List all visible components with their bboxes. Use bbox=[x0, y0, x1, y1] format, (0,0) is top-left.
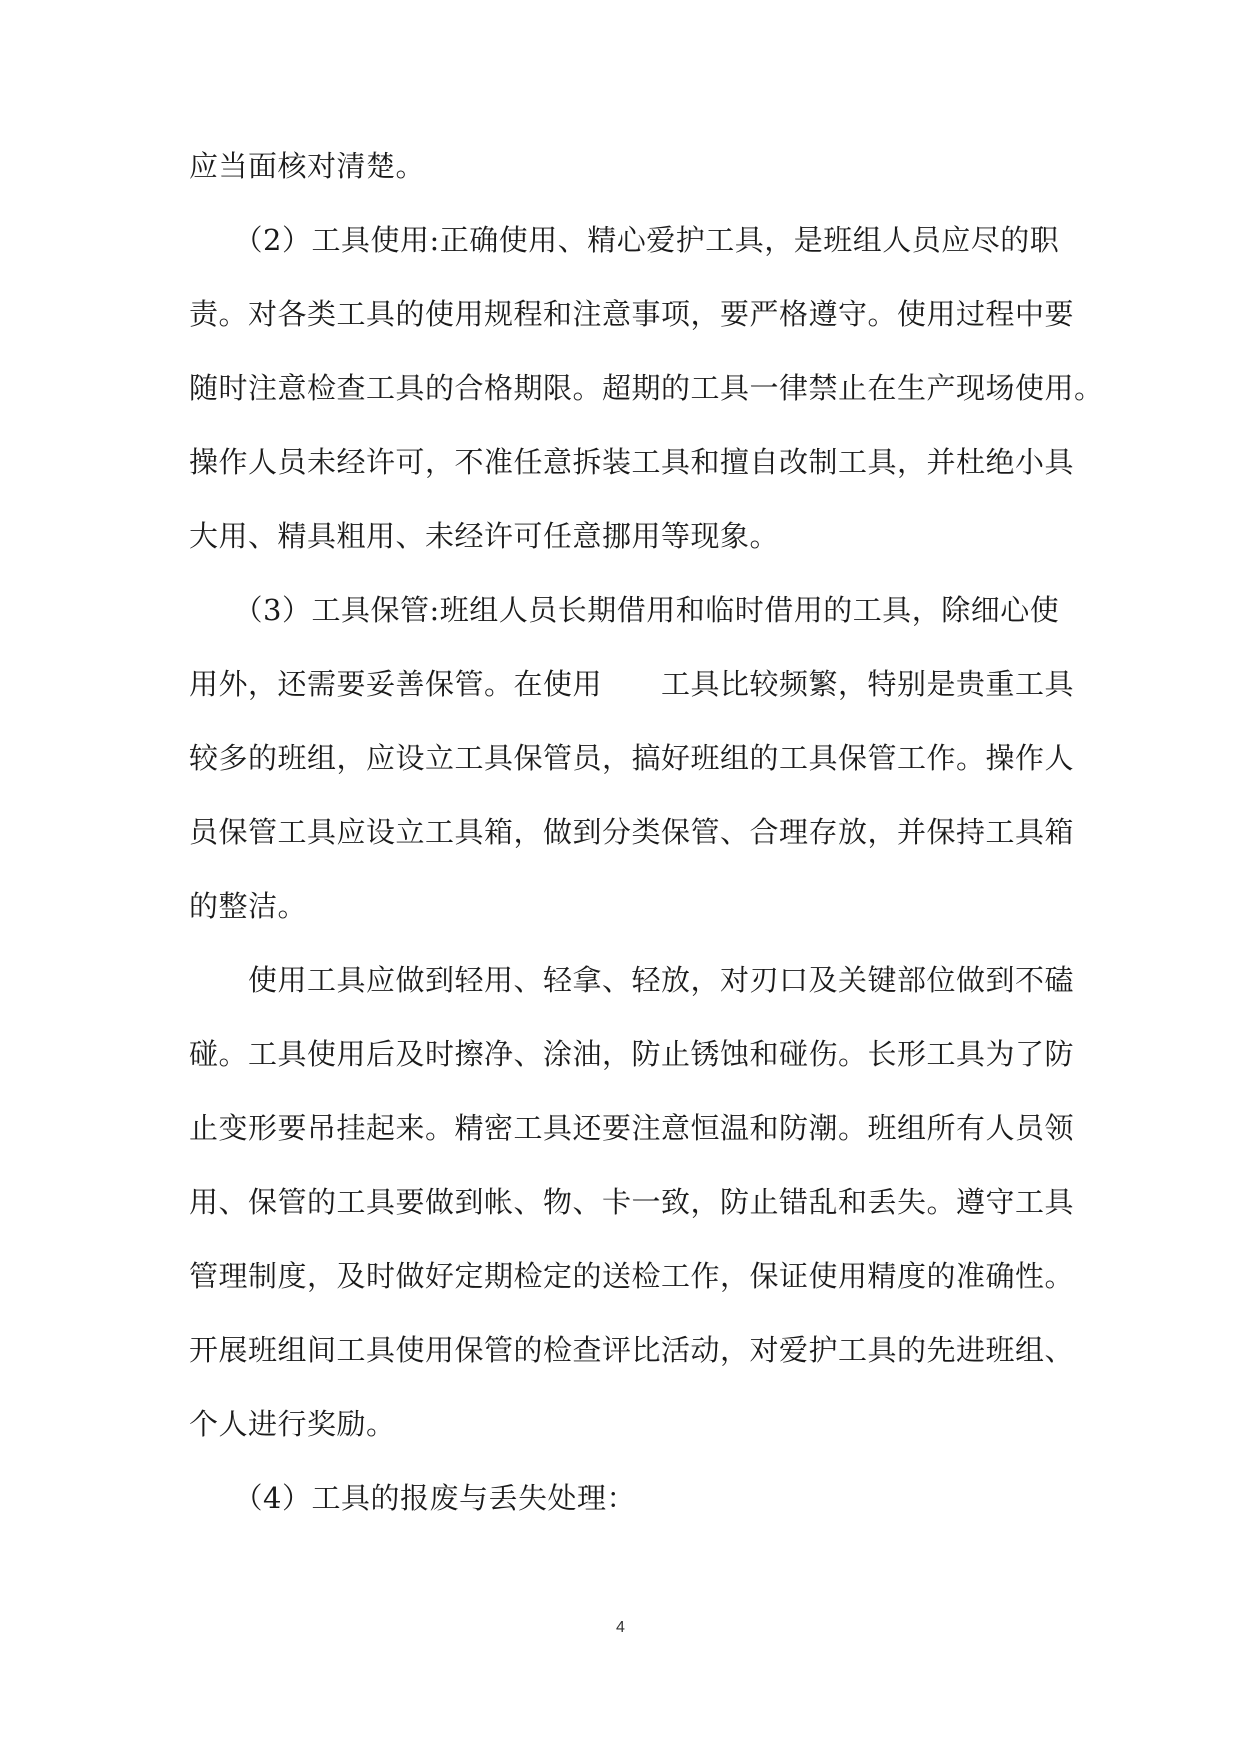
text-line: 较多的班组，应设立工具保管员，搞好班组的工具保管工作。操作人 bbox=[189, 741, 1075, 775]
text-line: 用外，还需要妥善保管。在使用 工具比较频繁，特别是贵重工具 bbox=[189, 667, 1075, 701]
text-line: （2）工具使用:正确使用、精心爱护工具，是班组人员应尽的职 bbox=[189, 223, 1060, 257]
text-line: 应当面核对清楚。 bbox=[189, 149, 426, 183]
text-line: 用、保管的工具要做到帐、物、卡一致，防止错乱和丢失。遵守工具 bbox=[189, 1185, 1075, 1219]
text-line: 管理制度，及时做好定期检定的送检工作，保证使用精度的准确性。 bbox=[189, 1259, 1075, 1293]
text-line: 开展班组间工具使用保管的检查评比活动，对爱护工具的先进班组、 bbox=[189, 1333, 1075, 1367]
page-number: 4 bbox=[616, 1619, 625, 1636]
text-line: 随时注意检查工具的合格期限。超期的工具一律禁止在生产现场使用。 bbox=[189, 371, 1104, 405]
text-line: 使用工具应做到轻用、轻拿、轻放，对刃口及关键部位做到不磕 bbox=[189, 963, 1075, 997]
text-line: 员保管工具应设立工具箱，做到分类保管、合理存放，并保持工具箱 bbox=[189, 815, 1075, 849]
text-line: 碰。工具使用后及时擦净、涂油，防止锈蚀和碰伤。长形工具为了防 bbox=[189, 1037, 1075, 1071]
text-line: （4）工具的报废与丢失处理： bbox=[189, 1481, 636, 1515]
text-line: （3）工具保管:班组人员长期借用和临时借用的工具，除细心使 bbox=[189, 593, 1060, 627]
text-line: 操作人员未经许可，不准任意拆装工具和擅自改制工具，并杜绝小具 bbox=[189, 445, 1075, 479]
text-line: 大用、精具粗用、未经许可任意挪用等现象。 bbox=[189, 519, 780, 553]
text-line: 的整洁。 bbox=[189, 889, 308, 923]
body-text bbox=[189, 144, 1104, 1550]
text-line: 个人进行奖励。 bbox=[189, 1407, 396, 1441]
text-line: 止变形要吊挂起来。精密工具还要注意恒温和防潮。班组所有人员领 bbox=[189, 1111, 1075, 1145]
text-line: 责。对各类工具的使用规程和注意事项，要严格遵守。使用过程中要 bbox=[189, 297, 1075, 331]
